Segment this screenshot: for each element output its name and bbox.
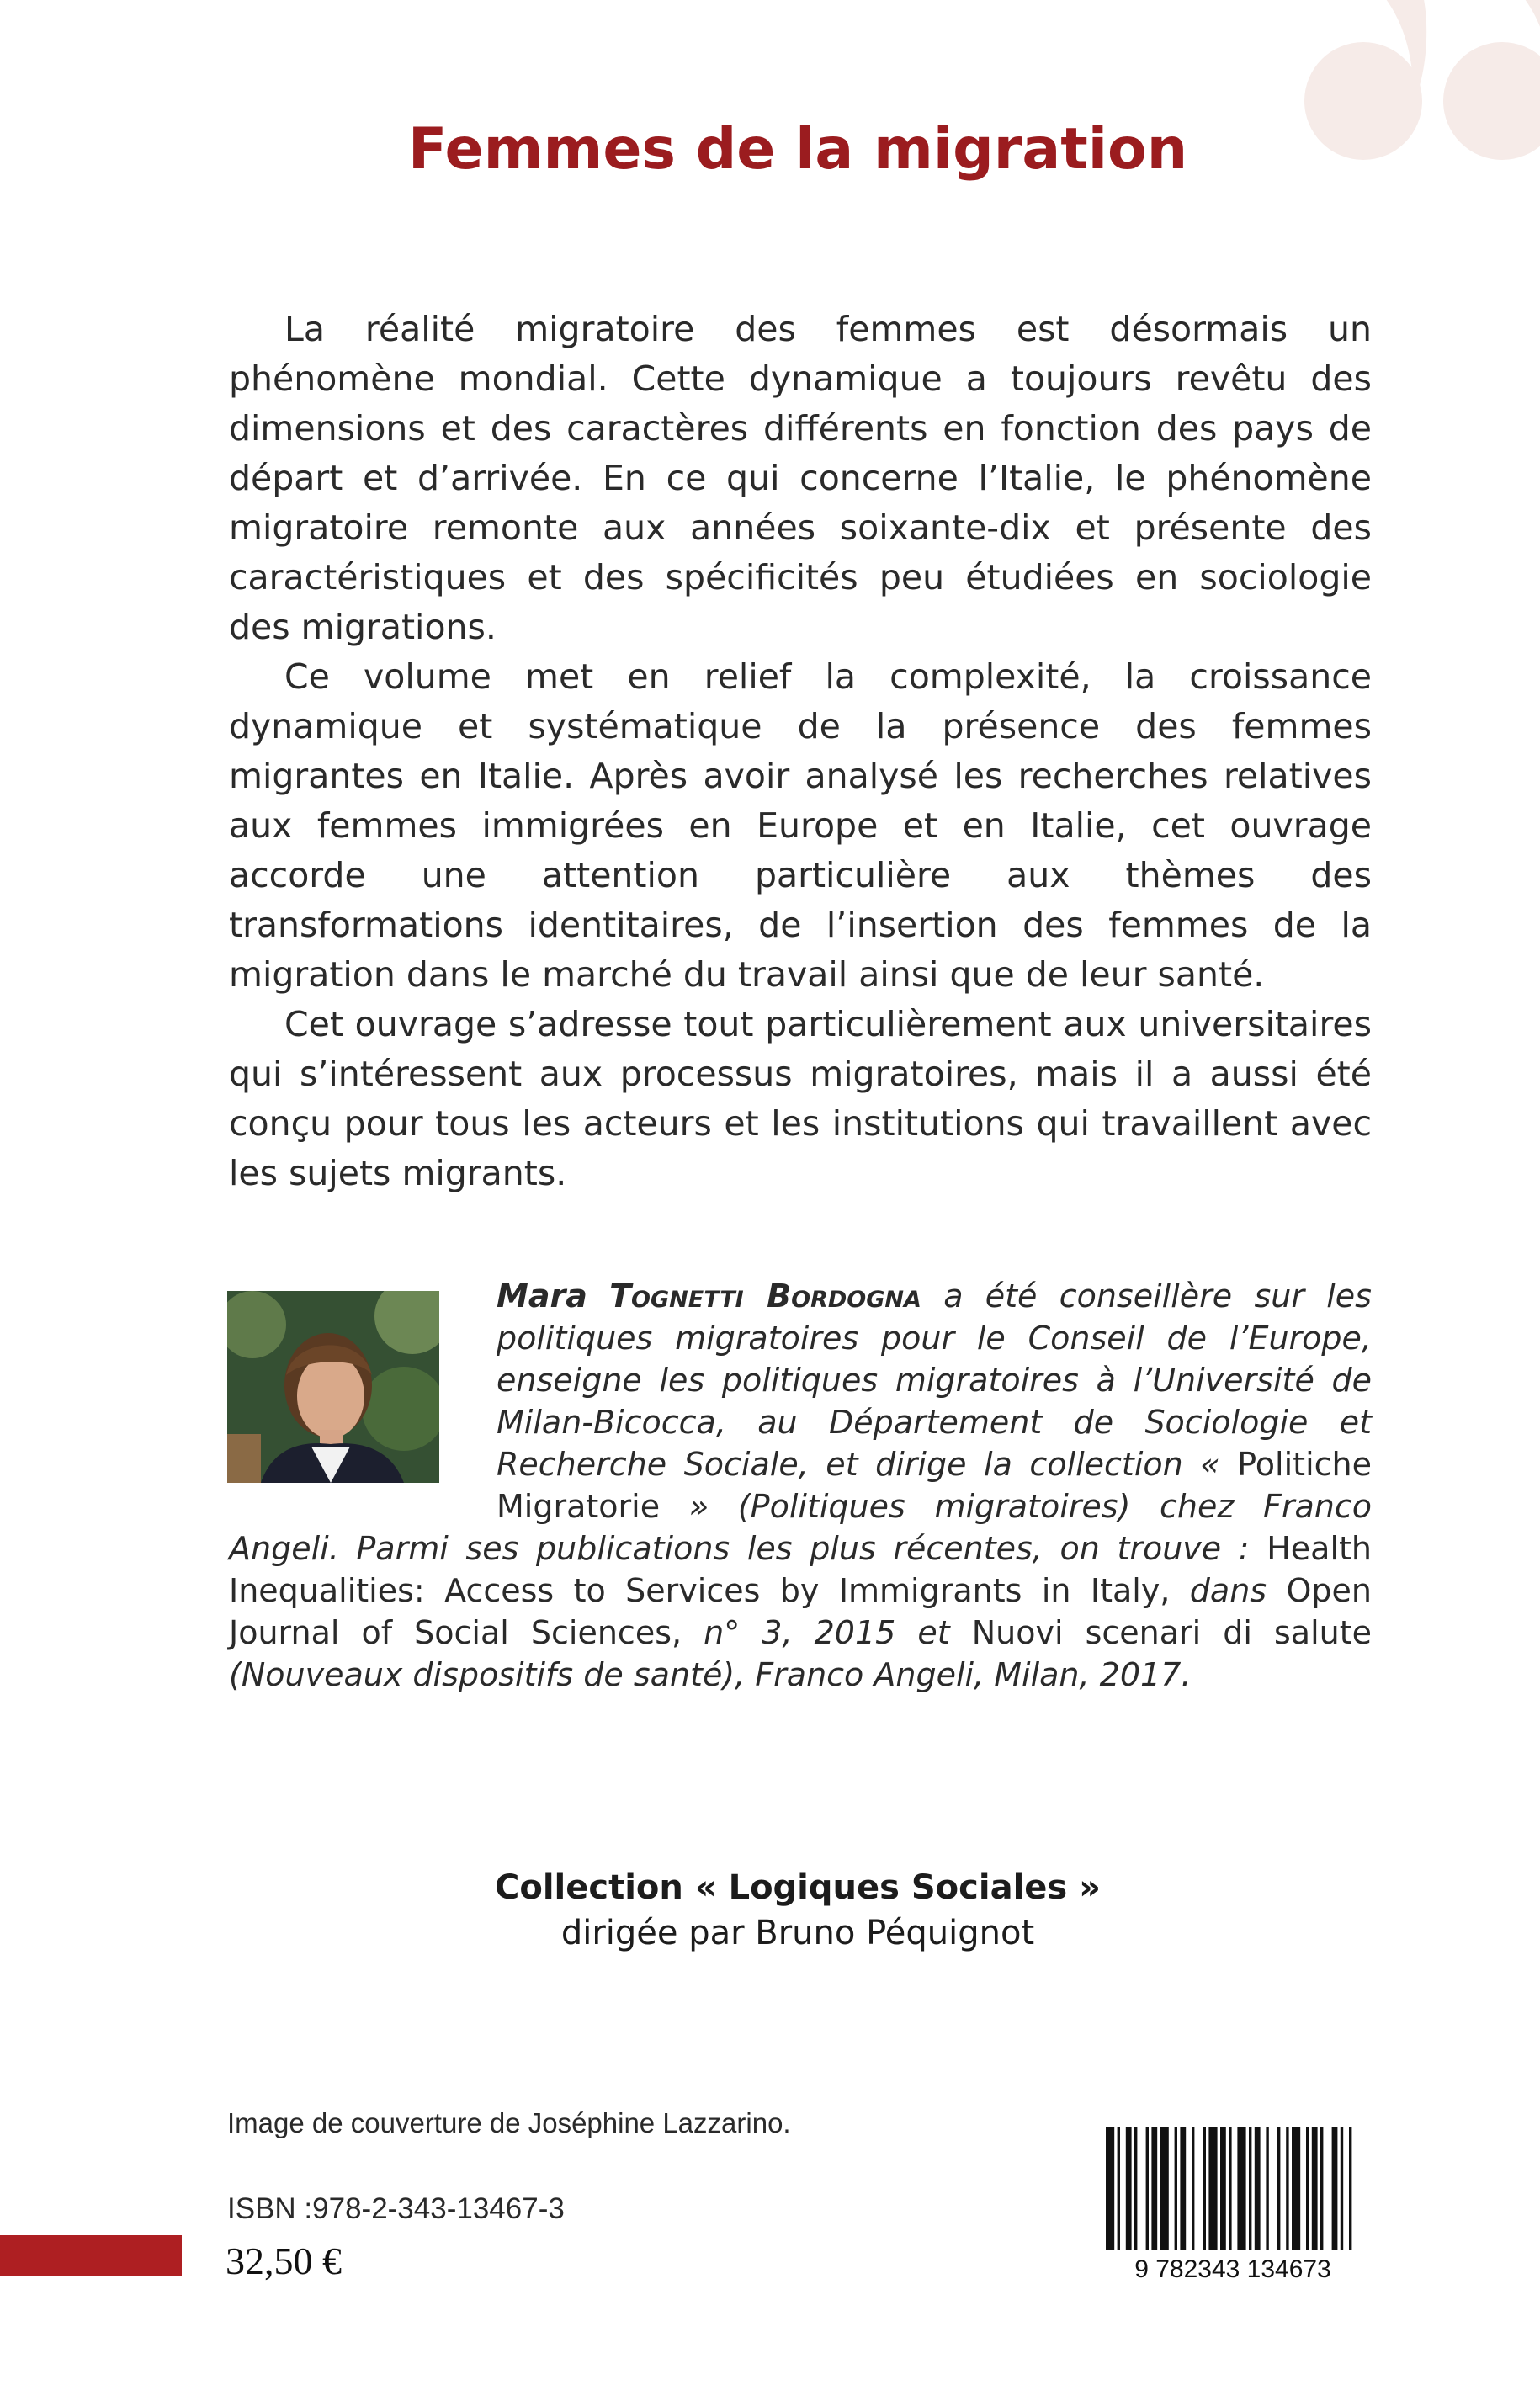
publication-title: Nuovi scenari di salute (971, 1614, 1372, 1651)
barcode-bar (1292, 2127, 1300, 2250)
collection-info (0, 1865, 1540, 1956)
barcode-bar (1332, 2127, 1338, 2250)
barcode-bar (1306, 2127, 1309, 2250)
bio-text: a été conseillère sur les politiques migratoires pour le Conseil de l’Europe, enseigne les politiques migratoires à l’Université de Milan-Bicocca, au Département de Sociologie et Recherche Sociale, et dirige la collection « (497, 1277, 1372, 1483)
barcode-digits: 9 782343 134673 (1134, 2255, 1331, 2283)
barcode-bar (1320, 2127, 1323, 2250)
barcode-bar (1126, 2127, 1132, 2250)
barcode-bar (1175, 2127, 1177, 2250)
barcode-bar (1106, 2127, 1114, 2250)
barcode-bar (1255, 2127, 1261, 2250)
barcode (1094, 2124, 1372, 2284)
summary-paragraph: La réalité migratoire des femmes est désormais un phénomène mondial. Cette dynamique a toujours revêtu des dimensions et des caractères différents en fonction des pays de départ et d’arrivée. En ce qui concerne l’Italie, le phénomène migratoire remonte aux années soixante-dix et présente des caractéristiques et des spécificités peu étudiées en sociologie des migrations. (229, 309, 1372, 647)
barcode-bar (1118, 2127, 1120, 2250)
book-title: Femmes de la migration (407, 116, 1188, 183)
price: 32,50 € (226, 2239, 342, 2282)
barcode-bar (1192, 2127, 1194, 2250)
barcode-bar (1237, 2127, 1245, 2250)
bio-text: (Nouveaux dispositifs de santé), Franco Angeli, Milan, 2017. (229, 1656, 1192, 1693)
barcode-bar (1180, 2127, 1186, 2250)
summary (229, 305, 1372, 1198)
photo-spacer (229, 1275, 497, 1527)
cover-credit: Image de couverture de Joséphine Lazzarino. (227, 2107, 791, 2138)
barcode-bar (1349, 2127, 1351, 2250)
barcode-bar (1208, 2127, 1217, 2250)
barcode-bar (1160, 2127, 1169, 2250)
collection-director: dirigée par Bruno Péquignot (560, 1914, 1035, 1952)
barcode-bar (1277, 2127, 1280, 2250)
barcode-bar (1146, 2127, 1149, 2250)
barcode-bar (1312, 2127, 1318, 2250)
bio-text: » (Politiques migratoires) chez Franco Angeli. Parmi ses publications les plus récentes, on trouve : (229, 1488, 1372, 1567)
publication-title: Health Inequalities: Access to Services by Immigrants in Italy, (229, 1530, 1372, 1609)
barcode-bar (1229, 2127, 1231, 2250)
bio-text: n° 3, 2015 et (682, 1614, 972, 1651)
series-name: Politiche Migratorie (497, 1446, 1372, 1525)
barcode-bar (1341, 2127, 1343, 2250)
journal-name: Open Journal of Social Sciences, (229, 1572, 1372, 1651)
bio-text: dans (1170, 1572, 1287, 1609)
barcode-bar (1134, 2127, 1137, 2250)
barcode-bar (1220, 2127, 1226, 2250)
author-surname: Tognetti Bordogna (609, 1277, 921, 1315)
barcode-bar (1151, 2127, 1157, 2250)
author-first-name: Mara (497, 1277, 587, 1315)
barcode-bar (1286, 2127, 1288, 2250)
summary-paragraph: Ce volume met en relief la complexité, la croissance dynamique et systématique de la présence des femmes migrantes en Italie. Après avoir analysé les recherches relatives aux femmes immigrées en Europe et en Italie, cet ouvrage accorde une attention particulière aux thèmes des transformations identitaires, de l’insertion des femmes de la migration dans le marché du travail ainsi que de leur santé. (229, 656, 1372, 995)
author-bio (229, 1275, 1372, 1696)
isbn: ISBN :978-2-343-13467-3 (227, 2192, 565, 2225)
red-band (0, 2235, 182, 2276)
barcode-bar (1266, 2127, 1268, 2250)
barcode-bar (1249, 2127, 1251, 2250)
summary-paragraph: Cet ouvrage s’adresse tout particulièrement aux universitaires qui s’intéressent aux processus migratoires, mais il a aussi été conçu pour tous les acteurs et les institutions qui travaillent avec les sujets migrants. (229, 1004, 1372, 1193)
barcode-bar (1203, 2127, 1206, 2250)
collection-name: Collection « Logiques Sociales » (495, 1868, 1101, 1907)
